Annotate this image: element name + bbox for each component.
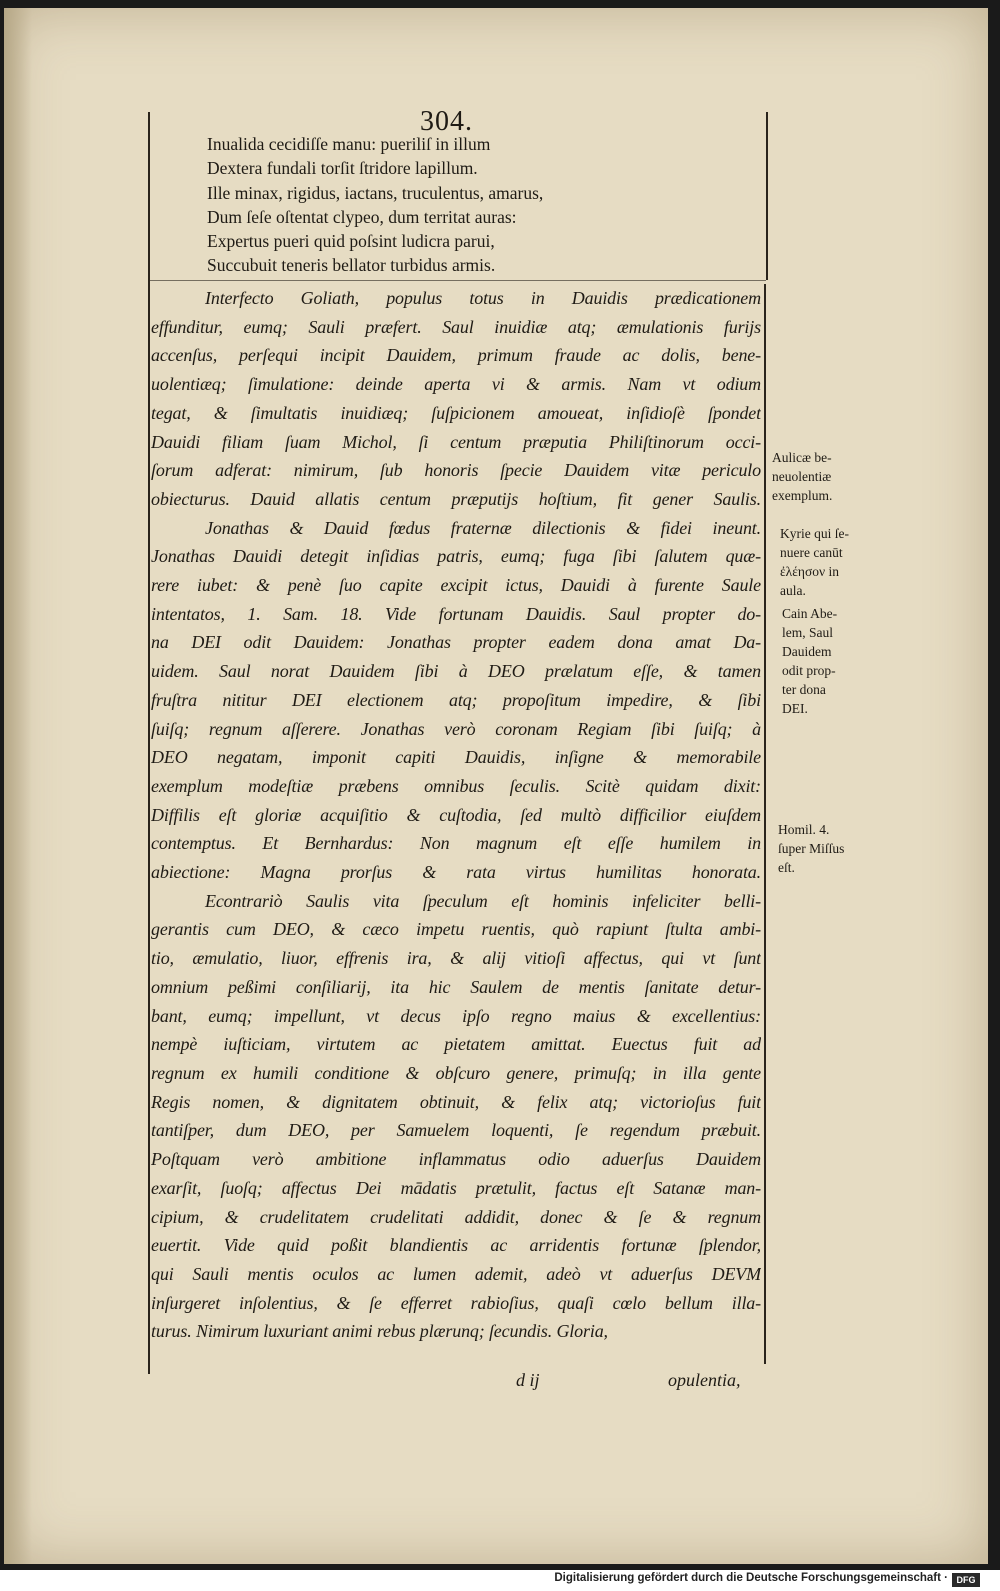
margin-note-kyrie bbox=[780, 524, 849, 600]
verse-block bbox=[207, 132, 767, 278]
margin-note-line: ter dona bbox=[782, 682, 826, 697]
prose-line: obiecturus. Dauid allatis centum præputijs hoſtium, fit gener Saulis. bbox=[151, 488, 761, 509]
margin-note-line: Dauidem bbox=[782, 644, 832, 659]
prose-line: turus. Nimirum luxuriant animi rebus plærunq; ſecundis. Gloria, bbox=[151, 1321, 608, 1342]
verse-line: Succubuit teneris bellator turbidus armis. bbox=[207, 255, 496, 276]
margin-note-line: nuere canūt bbox=[780, 545, 843, 560]
prose-line: tegat, & ſimultatis inuidiæq; ſuſpicionem amoueat, inſidioſè ſpondet bbox=[151, 402, 761, 423]
margin-note-line: Cain Abe- bbox=[782, 606, 838, 621]
margin-note-line: exemplum. bbox=[772, 488, 833, 503]
margin-note-line: odit prop- bbox=[782, 663, 836, 678]
prose-line: euertit. Vide quid poßit blandientis ac arridentis fortunæ ſplendor, bbox=[151, 1235, 761, 1256]
margin-note-line: neuolentiæ bbox=[772, 469, 832, 484]
prose-line: gerantis cum DEO, & cæco impetu ruentis, quò rapiunt ſtulta ambi- bbox=[151, 919, 761, 940]
prose-line: Interfecto Goliath, populus totus in Dauidis prædicationem bbox=[205, 288, 761, 308]
prose-line: Jonathas Dauidi detegit inſidias patris, eumq; fuga ſibi ſalutem quæ- bbox=[151, 546, 761, 567]
prose-line: abiectione: Magna prorſus & rata virtus humilitas honorata. bbox=[151, 862, 761, 883]
rule-right-lower bbox=[764, 284, 766, 1364]
prose-line: Jonathas & Dauid fœdus fraternæ dilectionis & fidei ineunt. bbox=[205, 517, 761, 538]
prose-line: effunditur, eumq; Sauli præfert. Saul inuidiæ atq; æmulationis furijs bbox=[151, 316, 761, 337]
prose-line: rere iubet: & penè ſuo capite excipit ictus, Dauidi à furente Saule bbox=[151, 575, 761, 596]
prose-line: qui Sauli mentis oculos ac lumen ademit, adeò vt aduerſus DEVM bbox=[151, 1263, 761, 1284]
prose-line: Poſtquam verò ambitione inflammatus odio aduerſus Dauidem bbox=[151, 1149, 761, 1170]
prose-line: DEO negatam, imponit capiti Dauidis, inſigne & memorabile bbox=[151, 747, 761, 768]
margin-note-line: Kyrie qui ſe- bbox=[780, 526, 849, 541]
footer-credit: Digitalisierung gefördert durch die Deutsche Forschungsgemeinschaft · bbox=[554, 1572, 948, 1584]
prose-line: Regis nomen, & dignitatem obtinuit, & felix atq; victorioſus fuit bbox=[151, 1091, 761, 1112]
margin-note-line: lem, Saul bbox=[782, 625, 833, 640]
page-number: 304. bbox=[420, 106, 473, 137]
prose-line: uolentiæq; ſimulatione: deinde aperta vi & armis. Nam vt odium bbox=[151, 374, 761, 395]
prose-line: intentatos, 1. Sam. 18. Vide fortunam Dauidis. Saul propter do- bbox=[151, 603, 761, 624]
margin-note-line: DEI. bbox=[782, 701, 808, 716]
verse-line: Inualida cecidiſſe manu: pueriliſ in illum bbox=[207, 134, 491, 154]
margin-note-aulicae bbox=[772, 448, 832, 505]
catchword: opulentia, bbox=[668, 1370, 741, 1390]
prose-line: Dauidi filiam ſuam Michol, ſi centum præputia Philiſtinorum occi- bbox=[151, 431, 761, 452]
verse-line: Dum ſeſe oſtentat clypeo, dum territat auras: bbox=[207, 206, 517, 227]
signature-mark: d ij bbox=[516, 1370, 540, 1390]
margin-note-homil bbox=[778, 820, 844, 877]
verse-line: Dextera fundali torſit ſtridore lapillum. bbox=[207, 158, 478, 179]
prose-line: omnium peßimi conſiliarij, ita hic Saulem de mentis ſanitate detur- bbox=[151, 976, 761, 997]
prose-line: contemptus. Et Bernhardus: Non magnum eſt eſſe humilem in bbox=[151, 833, 761, 854]
prose-line: ſorum adferat: nimirum, ſub honoris ſpecie Dauidem vitæ periculo bbox=[151, 460, 761, 481]
margin-note-line: ἐλέησον in bbox=[780, 564, 839, 579]
prose-line: na DEI odit Dauidem: Jonathas propter eadem dona amat Da- bbox=[151, 632, 761, 653]
rule-horizontal bbox=[150, 280, 766, 281]
prose-line: inſurgeret inſolentius, & ſe efferret rabioſius, quaſi cœlo bellum illa- bbox=[151, 1292, 761, 1313]
rule-left-upper bbox=[148, 112, 150, 284]
prose-line: bant, eumq; impellunt, vt decus ipſo regno maius & excellentius: bbox=[151, 1005, 761, 1026]
margin-note-line: eſt. bbox=[778, 860, 795, 875]
prose-line: ſuiſq; regnum aſſerere. Jonathas verò coronam Regiam ſibi ſuiſq; à bbox=[151, 718, 761, 739]
prose-line: accenſus, perſequi incipit Dauidem, primum fraude ac dolis, bene- bbox=[151, 345, 761, 366]
prose-line: tantiſper, dum DEO, per Samuelem loquenti, ſe regendum præbuit. bbox=[151, 1120, 761, 1141]
verse-line: Expertus pueri quid poſsint ludicra parui, bbox=[207, 231, 495, 252]
prose-line: Econtrariò Saulis vita ſpeculum eſt hominis infeliciter belli- bbox=[205, 890, 761, 911]
dfg-logo: DFG bbox=[952, 1573, 980, 1587]
prose-line: Diffilis eſt gloriæ acquiſitio & cuſtodia, ſed multò difficilior eiuſdem bbox=[151, 804, 761, 825]
margin-note-line: ſuper Miſſus bbox=[778, 841, 845, 856]
page-edge-shadow bbox=[4, 8, 32, 1564]
prose-line: tio, æmulatio, liuor, effrenis ira, & alij vitioſi affectus, qui vt ſunt bbox=[151, 948, 761, 969]
prose-line: regnum ex humili conditione & obſcuro genere, primuſq; in illa gente bbox=[151, 1062, 761, 1083]
prose-line: exemplum modeſtiæ præbens omnibus ſeculis. Scitè quidam dixit: bbox=[151, 775, 761, 796]
prose-line: fruſtra nititur DEI electionem atq; propoſitum impedire, & ſibi bbox=[151, 689, 761, 710]
margin-note-line: Aulicæ be- bbox=[772, 450, 832, 465]
margin-note-cain bbox=[782, 604, 837, 718]
rule-left-lower bbox=[148, 284, 150, 1374]
prose-block bbox=[151, 284, 761, 1346]
prose-line: cipium, & crudelitatem crudelitati addidit, donec & ſe & regnum bbox=[151, 1206, 761, 1227]
footer-bar bbox=[0, 1570, 1000, 1591]
prose-line: uidem. Saul norat Dauidem ſibi à DEO prælatum eſſe, & tamen bbox=[151, 661, 761, 682]
prose-line: exarſit, ſuoſq; affectus Dei mādatis prætulit, factus eſt Satanæ man- bbox=[151, 1177, 761, 1198]
verse-line: Ille minax, rigidus, iactans, truculentus, amarus, bbox=[207, 182, 544, 203]
prose-line: nempè iuſticiam, virtutem ac pietatem amittat. Euectus fuit ad bbox=[151, 1034, 761, 1055]
margin-note-line: aula. bbox=[780, 583, 806, 598]
margin-note-line: Homil. 4. bbox=[778, 822, 830, 837]
